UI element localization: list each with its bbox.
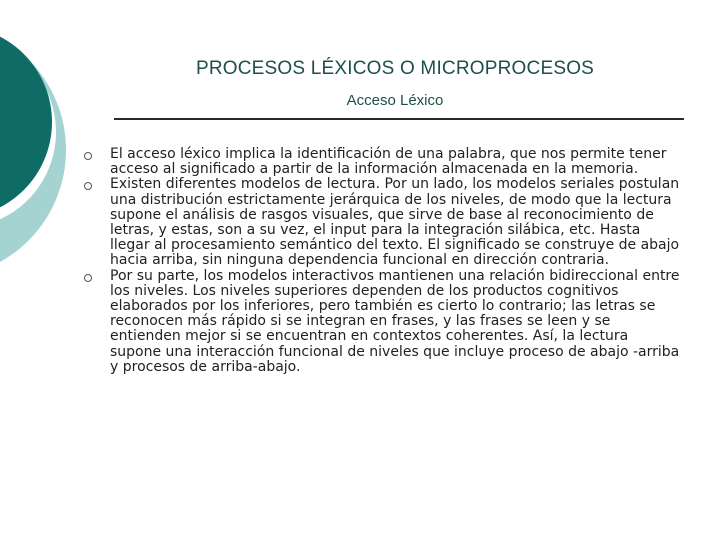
bullet-text: El acceso léxico implica la identificación de una palabra, que nos permite tener acceso al significado a partir de la información almacenada en la memoria. [110, 146, 667, 178]
bullet-item [84, 147, 680, 177]
page-title: PROCESOS LÉXICOS O MICROPROCESOS [195, 58, 595, 79]
bullet-text: Existen diferentes modelos de lectura. Por un lado, los modelos seriales postulan una distribución estrictamente jerárquica de los niveles, de modo que la lectura supone el análisis de rasgos visuales, que sirve de base al reconocimiento de letras, y estas, son a su vez, el input para la integración silábica, etc. Hasta llegar al procesamiento semántico del texto. El significado se construye de abajo hacia arriba, sin ninguna dependencia funcional en dirección contraria. [110, 176, 680, 269]
bullet-item [84, 177, 680, 268]
bullet-circle-icon [84, 182, 92, 190]
page-subtitle: Acceso Léxico [346, 92, 444, 109]
bullet-circle-icon [84, 274, 92, 282]
title-divider [114, 118, 684, 120]
bullet-item [84, 269, 680, 375]
bullet-text: Por su parte, los modelos interactivos mantienen una relación bidireccional entre los niveles. Los niveles superiores dependen de los productos cognitivos elaborados por los inferiores, pero también es cierto lo contrario; las letras se reconocen más rápido si se integran en frases, y las frases se leen y se entienden mejor si se encuentran en contextos coherentes. Así, la lectura supone una interacción funcional de niveles que incluye proceso de abajo -arriba y procesos de arriba-abajo. [110, 267, 680, 375]
bullet-list [84, 147, 680, 375]
bullet-circle-icon [84, 152, 92, 160]
